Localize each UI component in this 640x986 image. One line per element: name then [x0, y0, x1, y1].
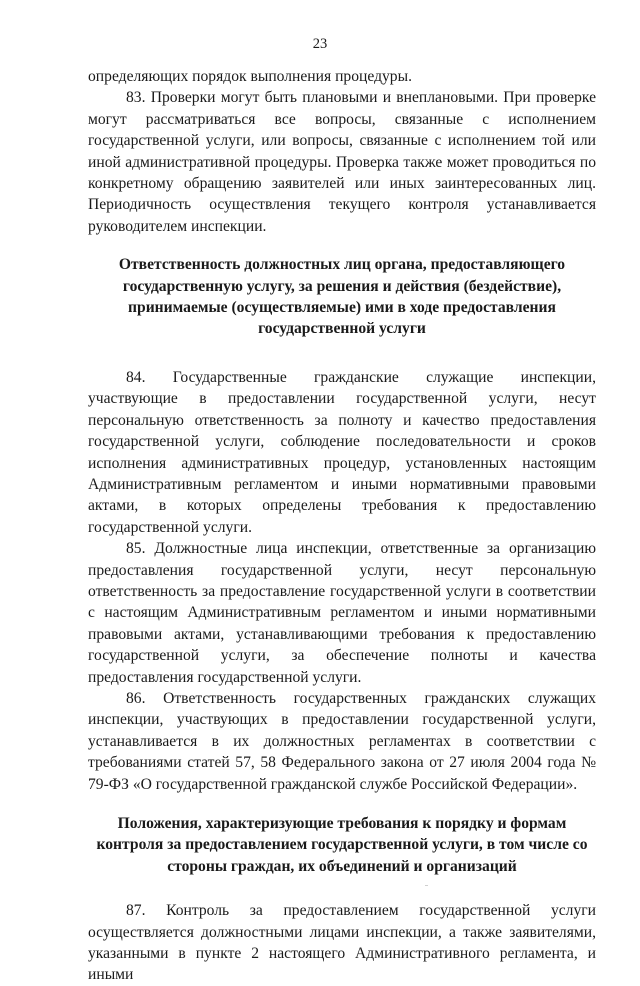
- paragraph-84: 84. Государственные гражданские служащие инспекции, участвующие в предоставлении государственной услуги, несут персональную ответственность за полноту и качество предоставления государственной услуги, соблюдение последовательности и сроков исполнения административных процедур, установленных настоящим Административным регламентом и иными нормативными правовыми актами, в которых определены требования к предоставлению государственной услуги.: [88, 368, 596, 536]
- scan-mark: [425, 885, 428, 886]
- paragraph-83: 83. Проверки могут быть плановыми и внеплановыми. При проверке могут рассматриваться все вопросы, связанные с исполнением государственной услуги, или вопросы, связанные с исполнением той или иной административной процедуры. Проверка также может проводиться по конкретному обращению заявителей или иных заинтересованных лиц. Периодичность осуществления текущего контроля устанавливается руководителем инспекции.: [88, 89, 596, 235]
- paragraph-85: 85. Должностные лица инспекции, ответственные за организацию предоставления государственной услуги, несут персональную ответственность за предоставление государственной услуги в соответствии с настоящим Административным регламентом и иными нормативными правовыми актами, устанавливающими требования к предоставлению государственной услуги, за обеспечение полноты и качества предоставления государственной услуги.: [88, 540, 596, 686]
- paragraph-intro-continuation: определяющих порядок выполнения процедуры.: [88, 68, 412, 85]
- section-heading-responsibility: Ответственность должностных лиц органа, предоставляющего государственную услугу, за решения и действия (бездействие), принимаемые (осуществляемые) ими в ходе предоставления государственной услуги: [118, 256, 566, 338]
- page-number: 23: [312, 36, 328, 52]
- paragraph-86: 86. Ответственность государственных гражданских служащих инспекции, участвующих в предоставлении государственной услуги, устанавливается в их должностных регламентах в соответствии с требованиями статей 57, 58 Федерального закона от 27 июля 2004 года № 79-ФЗ «О государственной гражданской службе Российской Федерации».: [88, 689, 596, 793]
- document-body: [88, 66, 596, 986]
- paragraph-87: 87. Контроль за предоставлением государственной услуги осуществляется должностными лицами инспекции, а также заявителями, указанными в пункте 2 настоящего Административного регламента, и иными: [88, 902, 596, 984]
- section-heading-control-requirements: Положения, характеризующие требования к порядку и формам контроля за предоставлением государственной услуги, в том числе со стороны граждан, их объединений и организаций: [96, 815, 588, 875]
